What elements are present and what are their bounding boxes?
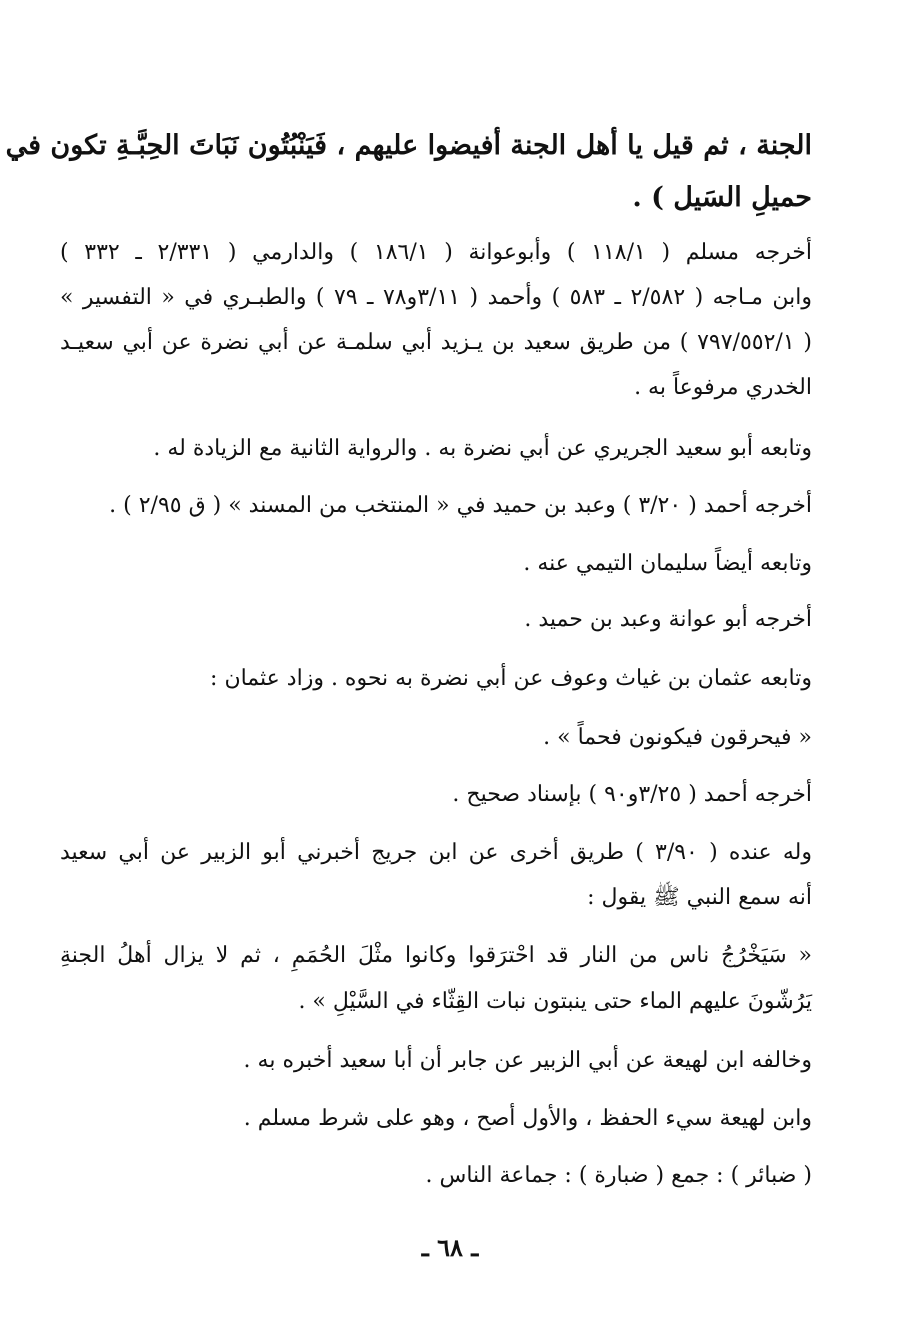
glossary-line: ( ضبائر ) : جمع ( ضبارة ) : جماعة الناس . xyxy=(425,1163,812,1188)
takhrij-line: أخرجه مسلم ( ١١٨/١ ) وأبوعوانة ( ١٨٦/١ ) والدارمي ( ٢/٣٣١ ـ ٣٣٢ ) xyxy=(60,240,813,265)
hadith-text-line-2: حميلِ السَيل ) . xyxy=(632,182,812,213)
follow-up-line: وتابعه أبو سعيد الجريري عن أبي نضرة به . والرواية الثانية مع الزيادة له . xyxy=(153,436,812,461)
takhrij-line: أخرجه أحمد ( ٣/٢٥و٩٠ ) بإسناد صحيح . xyxy=(452,782,812,807)
grading-line: وابن لهيعة سيء الحفظ ، والأول أصح ، وهو على شرط مسلم . xyxy=(243,1106,812,1131)
quoted-addition: « فيحرقون فيكونون فحماً » . xyxy=(543,725,812,750)
takhrij-line: أخرجه أبو عوانة وعبد بن حميد . xyxy=(524,607,812,632)
takhrij-line: وله عنده ( ٣/٩٠ ) طريق أخرى عن ابن جريج أخبرني أبو الزبير عن أبي سعيد xyxy=(60,840,812,865)
takhrij-line: ( ٧٩٧/٥٥٢/١ ) من طريق سعيد بن يـزيد أبي سلمـة عن أبي نضرة عن أبي سعيـد xyxy=(60,330,813,355)
takhrij-line: أخرجه أحمد ( ٣/٢٠ ) وعبد بن حميد في « المنتخب من المسند » ( ق ٢/٩٥ ) . xyxy=(109,493,812,518)
takhrij-line: أنه سمع النبي ﷺ يقول : xyxy=(587,885,812,910)
follow-up-line: وتابعه أيضاً سليمان التيمي عنه . xyxy=(523,551,812,576)
takhrij-line: الخدري مرفوعاً به . xyxy=(634,375,812,400)
hadith-text-line-1: الجنة ، ثم قيل يا أهل الجنة أفيضوا عليهم ، فَيَنْبُتُون نَبَاتَ الحِبَّـةِ تكون في xyxy=(5,130,812,161)
takhrij-line: وابن مـاجه ( ٢/٥٨٢ ـ ٥٨٣ ) وأحمد ( ٣/١١و٧٨ ـ ٧٩ ) والطبـري في « التفسير » xyxy=(60,285,812,310)
follow-up-line: وخالفه ابن لهيعة عن أبي الزبير عن جابر أن أبا سعيد أخبره به . xyxy=(243,1048,812,1073)
quoted-hadith-line: « سَيَخْرُجُ ناس من النار قد احْترَقوا وكانوا مثْلَ الحُمَمِ ، ثم لا يزال أهلُ الجنةِ xyxy=(60,943,812,968)
follow-up-line: وتابعه عثمان بن غياث وعوف عن أبي نضرة به نحوه . وزاد عثمان : xyxy=(210,666,812,691)
quoted-hadith-line: يَرُشّونَ عليهم الماء حتى ينبتون نبات القِثّاء في السَّيْلِ » . xyxy=(298,989,812,1014)
page-number: ـ ٦٨ ـ xyxy=(421,1233,479,1262)
